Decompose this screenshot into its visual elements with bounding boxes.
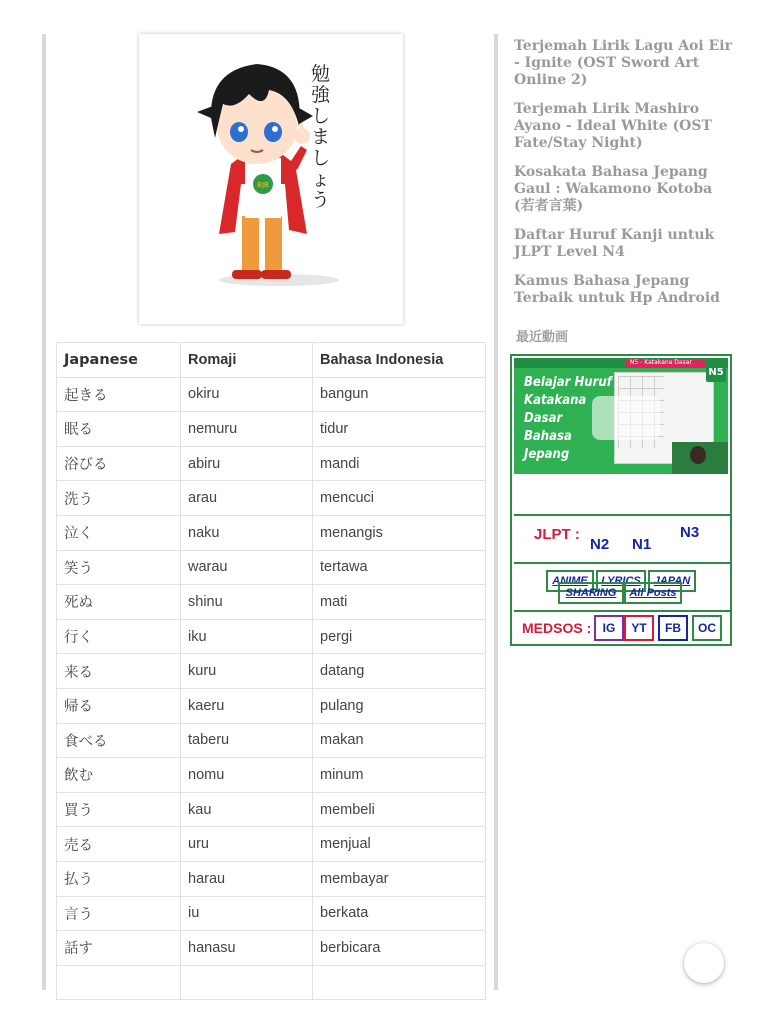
japan-link[interactable]: JAPAN — [648, 570, 696, 592]
cell-japanese: 飲む — [57, 758, 181, 793]
youtube-button[interactable]: YT — [624, 615, 654, 641]
cell-japanese: 洗う — [57, 481, 181, 516]
cell-indonesian: tertawa — [313, 550, 486, 585]
table-row — [57, 515, 486, 550]
cell-romaji: hanasu — [181, 931, 313, 966]
cell-japanese: 買う — [57, 792, 181, 827]
cell-japanese — [57, 965, 181, 1000]
cell-japanese: 売る — [57, 827, 181, 862]
cell-indonesian: membeli — [313, 792, 486, 827]
jlpt-n3-link[interactable]: N3 — [680, 524, 700, 541]
post-link-wakamono-kotoba[interactable]: Kosakata Bahasa Jepang Gaul : Wakamono Kotoba (若者言葉) — [514, 164, 713, 214]
facebook-button[interactable]: FB — [658, 615, 688, 641]
cell-japanese: 起きる — [57, 377, 181, 412]
jlpt-label: JLPT : — [534, 526, 580, 543]
cell-romaji: nemuru — [181, 412, 313, 447]
table-row — [57, 758, 486, 793]
shirt-badge: BJB — [257, 181, 269, 189]
cell-japanese: 行く — [57, 619, 181, 654]
table-row — [57, 965, 486, 1000]
cell-romaji: taberu — [181, 723, 313, 758]
table-row — [57, 481, 486, 516]
cell-japanese: 死ぬ — [57, 585, 181, 620]
post-link-kamus-android[interactable]: Kamus Bahasa Jepang Terbaik untuk Hp Android — [514, 273, 720, 306]
medsos-label: MEDSOS : — [522, 620, 592, 636]
recent-videos-heading: 最近動画 — [516, 330, 569, 345]
cell-japanese: 話す — [57, 931, 181, 966]
cell-romaji: kuru — [181, 654, 313, 689]
video-tag-label: N5 - Katakana Dasar — [630, 359, 692, 366]
cell-romaji: arau — [181, 481, 313, 516]
table-row — [57, 723, 486, 758]
cell-japanese: 来る — [57, 654, 181, 689]
cell-romaji: nomu — [181, 758, 313, 793]
cell-indonesian: makan — [313, 723, 486, 758]
content-divider — [494, 34, 498, 990]
cell-japanese: 笑う — [57, 550, 181, 585]
cell-indonesian: menjual — [313, 827, 486, 862]
cell-romaji: shinu — [181, 585, 313, 620]
cell-indonesian: minum — [313, 758, 486, 793]
cell-romaji: naku — [181, 515, 313, 550]
video-thumbnail[interactable] — [514, 358, 728, 474]
jlpt-n1-link[interactable]: N1 — [632, 536, 652, 553]
table-row — [57, 619, 486, 654]
table-row — [57, 896, 486, 931]
popular-posts-list — [514, 38, 734, 319]
cell-indonesian: berkata — [313, 896, 486, 931]
table-row — [57, 827, 486, 862]
cell-romaji: harau — [181, 861, 313, 896]
video-title: Belajar Huruf Katakana Dasar Bahasa Jepang — [524, 375, 612, 462]
cell-indonesian — [313, 965, 486, 1000]
cell-indonesian: membayar — [313, 861, 486, 896]
cell-japanese: 払う — [57, 861, 181, 896]
table-row — [57, 377, 486, 412]
cell-indonesian: mandi — [313, 446, 486, 481]
cell-indonesian: mencuci — [313, 481, 486, 516]
all-posts-link[interactable]: All Posts — [624, 582, 682, 604]
jlpt-row — [514, 514, 732, 562]
table-row — [57, 792, 486, 827]
cell-indonesian: menangis — [313, 515, 486, 550]
post-link-mashiro-ayano[interactable]: Terjemah Lirik Mashiro Ayano - Ideal White (OST Fate/Stay Night) — [514, 101, 712, 151]
cell-romaji: okiru — [181, 377, 313, 412]
cell-japanese: 帰る — [57, 688, 181, 723]
table-header-row — [57, 343, 486, 378]
header-romaji: Romaji — [181, 343, 313, 378]
social-media-row — [514, 610, 732, 644]
cell-japanese: 眠る — [57, 412, 181, 447]
cell-japanese: 言う — [57, 896, 181, 931]
cell-indonesian: mati — [313, 585, 486, 620]
table-row — [57, 931, 486, 966]
cell-japanese: 浴びる — [57, 446, 181, 481]
table-row — [57, 585, 486, 620]
cell-indonesian: pergi — [313, 619, 486, 654]
cell-romaji: kau — [181, 792, 313, 827]
study-illustration — [139, 34, 403, 324]
cell-romaji: kaeru — [181, 688, 313, 723]
sidebar-widget — [510, 354, 732, 646]
sharing-link[interactable]: SHARING — [558, 582, 624, 604]
cell-indonesian: datang — [313, 654, 486, 689]
cell-japanese: 泣く — [57, 515, 181, 550]
header-indonesian: Bahasa Indonesia — [313, 343, 486, 378]
post-link-aoi-eir-ignite[interactable]: Terjemah Lirik Lagu Aoi Eir - Ignite (OST Sword Art Online 2) — [514, 38, 732, 88]
table-row — [57, 654, 486, 689]
n5-badge: N5 — [706, 364, 726, 382]
chibi-character-image — [139, 34, 403, 324]
floating-action-button[interactable] — [684, 943, 724, 983]
category-links-row — [514, 562, 732, 610]
post-link-kanji-jlpt-n4[interactable]: Daftar Huruf Kanji untuk JLPT Level N4 — [514, 227, 715, 260]
cell-romaji: iu — [181, 896, 313, 931]
presenter-avatar — [690, 446, 706, 464]
jlpt-n2-link[interactable]: N2 — [590, 536, 610, 553]
cell-indonesian: tidur — [313, 412, 486, 447]
cell-indonesian: pulang — [313, 688, 486, 723]
cell-indonesian: bangun — [313, 377, 486, 412]
table-row — [57, 446, 486, 481]
header-japanese: Japanese — [57, 343, 181, 378]
cell-romaji: warau — [181, 550, 313, 585]
cell-romaji — [181, 965, 313, 1000]
cell-romaji: iku — [181, 619, 313, 654]
instagram-button[interactable]: IG — [594, 615, 624, 641]
table-row — [57, 688, 486, 723]
cell-indonesian: berbicara — [313, 931, 486, 966]
thumbnail-footer — [514, 474, 732, 514]
cell-romaji: abiru — [181, 446, 313, 481]
cell-romaji: uru — [181, 827, 313, 862]
lyrics-link[interactable]: LYRICS — [596, 570, 646, 592]
table-row — [57, 861, 486, 896]
table-row — [57, 412, 486, 447]
anime-link[interactable]: ANIME — [546, 570, 594, 592]
table-row — [57, 550, 486, 585]
oc-button[interactable]: OC — [692, 615, 722, 641]
cell-japanese: 食べる — [57, 723, 181, 758]
caption-japanese: 勉強しましょう — [311, 63, 331, 211]
vocabulary-table — [56, 342, 486, 1000]
content-left-border — [42, 34, 46, 990]
